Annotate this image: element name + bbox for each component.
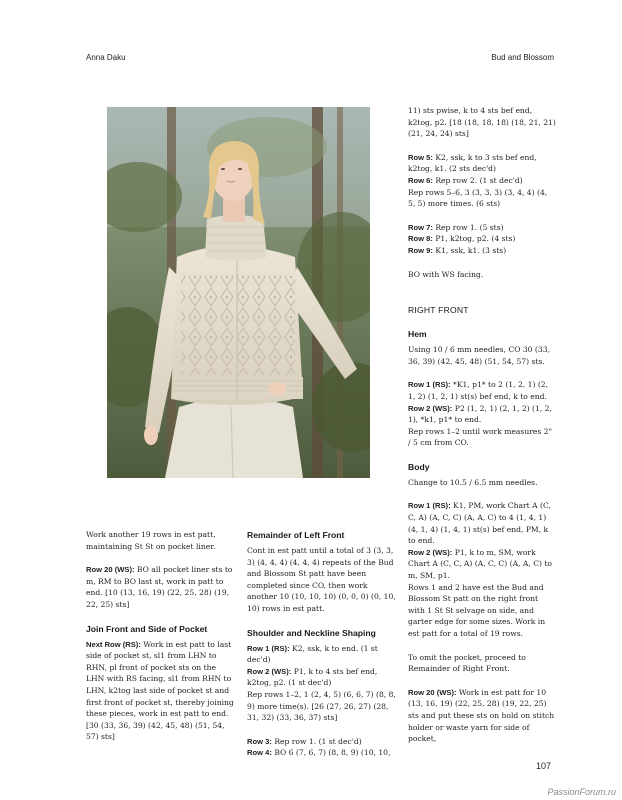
- section-heading: Join Front and Side of Pocket: [86, 623, 208, 634]
- row-label: Row 8:: [408, 234, 433, 244]
- row-text: K2, ssk, k to 3 sts bef end, k2tog, k1. (2 sts dec'd): [408, 152, 537, 174]
- instruction-row-20: [86, 564, 236, 610]
- row-text: P2 (1, 2, 1) (2, 1, 2) (1, 2, 1), *k1, p1* to end.: [408, 403, 552, 425]
- paragraph: BO with WS facing.: [408, 269, 484, 279]
- instruction-row-7: [408, 222, 556, 234]
- row-text: P1, k to m, SM, work Chart A (C, C, A) (A, C, C) (A, A, C) to m, SM, p1.: [408, 547, 553, 581]
- row-text: K1, PM, work Chart A (C, C, A) (A, C, C) (A, A, C) to 4 (1, 4, 1) (4, 1, 4) (1, 4, 1) st(s) bef end, PM, k to end.: [408, 501, 551, 546]
- row-label: Row 2 (WS):: [408, 403, 453, 413]
- row-label: Next Row (RS):: [86, 639, 141, 649]
- column-middle: [247, 529, 397, 759]
- paragraph: Rep rows 5–6, 3 (3, 3, 3) (3, 4, 4) (4, 5, 5) more times. (6 sts): [408, 187, 548, 209]
- column-right: [408, 105, 556, 745]
- row-label: Row 2 (WS):: [408, 547, 453, 557]
- instruction-body-row-1: [408, 500, 556, 546]
- section-title-right-front: RIGHT FRONT: [408, 305, 469, 316]
- row-label: Row 1 (RS):: [247, 643, 290, 653]
- paragraph: To omit the pocket, proceed to Remainder of Right Front.: [408, 652, 526, 674]
- instruction-hem-row-2: [408, 403, 556, 426]
- row-label: Row 1 (RS):: [408, 380, 451, 390]
- section-heading: Shoulder and Neckline Shaping: [247, 627, 376, 638]
- row-text: BO 6 (7, 6, 7) (8, 8, 9) (10, 10,: [271, 748, 391, 758]
- instruction-row-8: [408, 233, 556, 245]
- paragraph: Rows 1 and 2 have est the Bud and Blossom St patt on the right front with 1 St St selvage on side, and garter edge for some sizes. Work in est patt for a total of 19 rows.: [408, 582, 546, 638]
- paragraph: Change to 10.5 / 6.5 mm needles.: [408, 477, 538, 487]
- row-text: Rep row 2. (1 st dec'd): [432, 175, 523, 185]
- row-label: Row 5:: [408, 152, 433, 162]
- page-number: 107: [536, 761, 552, 771]
- row-label: Row 20 (WS):: [86, 565, 135, 575]
- instruction-hem-row-1: [408, 379, 556, 402]
- row-text: P1, k to 4 sts bef end, k2tog, p2. (1 st dec'd): [247, 666, 378, 688]
- row-text: Work in est patt for 10 (13, 16, 19) (22, 25, 28) (19, 22, 25) sts and put these sts on hold on stitch holder or waste yarn for side of pocket,: [408, 687, 555, 744]
- instruction-row-3: [247, 736, 397, 748]
- watermark: PassionForum.ru: [547, 787, 616, 797]
- paragraph: Rep rows 1–2 until work measures 2" / 5 cm from CO.: [408, 426, 552, 448]
- section-heading: Hem: [408, 329, 427, 340]
- instruction-row-4: [247, 747, 397, 759]
- paragraph: 11) sts pwise, k to 4 sts bef end, k2tog, p2. [18 (18, 18, 18) (18, 21, 21) (21, 24, 24) sts]: [408, 106, 556, 139]
- running-head-author: Anna Daku: [86, 53, 126, 62]
- instruction-row-6: [408, 175, 556, 187]
- row-label: Row 6:: [408, 175, 433, 185]
- paragraph: Cont in est patt until a total of 3 (3, 3, 3) (4, 4, 4) (4, 4, 4) repeats of the Bud and Blossom St patt have been completed since CO, then work another 10 (10, 10, 10) (0, 0, 0) (0, 10, 10) rows in est patt.: [247, 546, 396, 613]
- instruction-row-1: [247, 643, 397, 666]
- running-head-title: Bud and Blossom: [491, 53, 554, 62]
- row-text: BO all pocket liner sts to m, RM to BO last st, work in patt to end. [10 (13, 16, 19) (22, 25, 28) (19, 22, 25) sts]: [86, 565, 233, 609]
- paragraph: Work another 19 rows in est patt, maintaining St St on pocket liner.: [86, 530, 216, 551]
- instruction-row-2: [247, 666, 397, 689]
- section-heading: Remainder of Left Front: [247, 530, 345, 540]
- row-label: Row 9:: [408, 245, 433, 255]
- row-label: Row 2 (WS):: [247, 666, 292, 676]
- paragraph: Rep rows 1–2, 1 (2, 4, 5) (6, 6, 7) (8, 8, 9) more time(s). [26 (27, 26, 27) (28, 31, 32) (33, 36, 37) sts]: [247, 689, 396, 723]
- row-label: Row 20 (WS):: [408, 687, 457, 697]
- instruction-next-row: [86, 639, 236, 743]
- row-text: Work in est patt to last side of pocket st, sl1 from LHN to RHN, pl front of pocket sts on the LHN with RS facing, sl1 from RHN to LHN, k2tog last side of pocket st and first front of pocket st, thereby joining these pieces, work in est patt to end. [30 (33, 36, 39) (42, 45, 48) (51, 54, 57) sts]: [86, 639, 234, 742]
- model-photo: [107, 107, 370, 478]
- row-label: Row 1 (RS):: [408, 501, 451, 511]
- row-text: Rep row 1. (5 sts): [432, 222, 504, 232]
- row-label: Row 4:: [247, 748, 272, 758]
- column-left: [86, 529, 236, 743]
- row-text: Rep row 1. (1 st dec'd): [271, 736, 362, 746]
- instruction-row-5: [408, 152, 556, 175]
- row-text: P1, k2tog, p2. (4 sts): [432, 234, 516, 244]
- row-text: *K1, p1* to 2 (1, 2, 1) (2, 1, 2) (1, 2, 1) st(s) bef end, k to end.: [408, 380, 549, 401]
- paragraph: Using 10 / 6 mm needles, CO 30 (33, 36, 39) (42, 45, 48) (51, 54, 57) sts.: [408, 345, 550, 366]
- instruction-row-9: [408, 245, 556, 257]
- instruction-body-row-20: [408, 687, 556, 745]
- row-label: Row 3:: [247, 736, 272, 746]
- row-text: K2, ssk, k to end. (1 st dec'd): [247, 643, 378, 665]
- section-heading: Body: [408, 461, 430, 472]
- row-text: K1, ssk, k1. (3 sts): [432, 245, 507, 255]
- row-label: Row 7:: [408, 222, 433, 232]
- instruction-body-row-2: [408, 547, 556, 582]
